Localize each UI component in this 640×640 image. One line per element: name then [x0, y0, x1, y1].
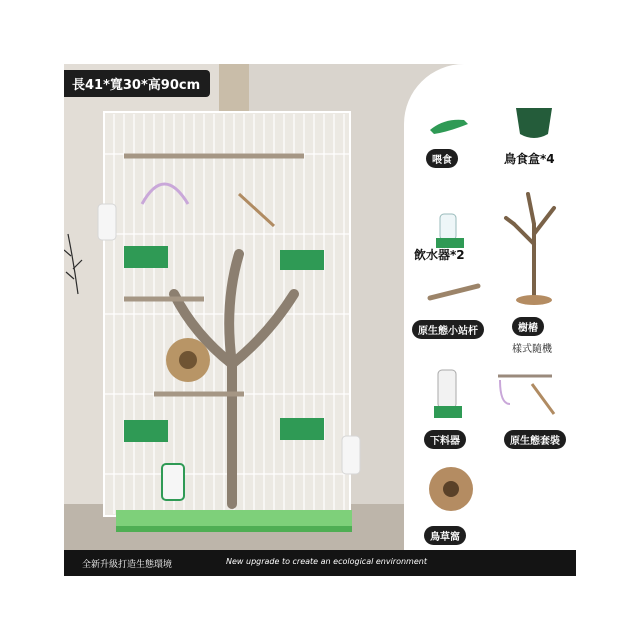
feeder-label: 下料器 [424, 430, 466, 449]
food-box-label: 鳥食盒*4 [504, 152, 555, 166]
perch-icon [424, 280, 484, 304]
footer-en-text: New upgrade to create an ecological environment [226, 557, 427, 566]
water-dispenser-label: 飲水器*2 [414, 248, 465, 262]
perch-label: 原生態小站杆 [412, 320, 484, 339]
feeder-scoop-icon [424, 112, 474, 138]
feeder-scoop-label: 喂食 [426, 149, 458, 168]
grass-nest-icon [426, 464, 476, 514]
dimension-badge: 長41*寬30*高90cm [64, 70, 210, 97]
tree-icon [500, 184, 570, 308]
feeder-icon [430, 368, 466, 422]
footer-bar [64, 550, 576, 576]
grass-nest-label: 鳥草窩 [424, 526, 466, 545]
ladder-set-label: 原生態套裝 [504, 430, 566, 449]
tree-note: 樣式隨機 [512, 344, 552, 355]
tree-label: 樹樁 [512, 317, 544, 336]
ladder-set-icon [492, 370, 562, 424]
food-box-icon [512, 104, 556, 144]
footer-zh-text: 全新升級打造生態環境 [82, 560, 173, 570]
product-image-panel [64, 64, 576, 576]
